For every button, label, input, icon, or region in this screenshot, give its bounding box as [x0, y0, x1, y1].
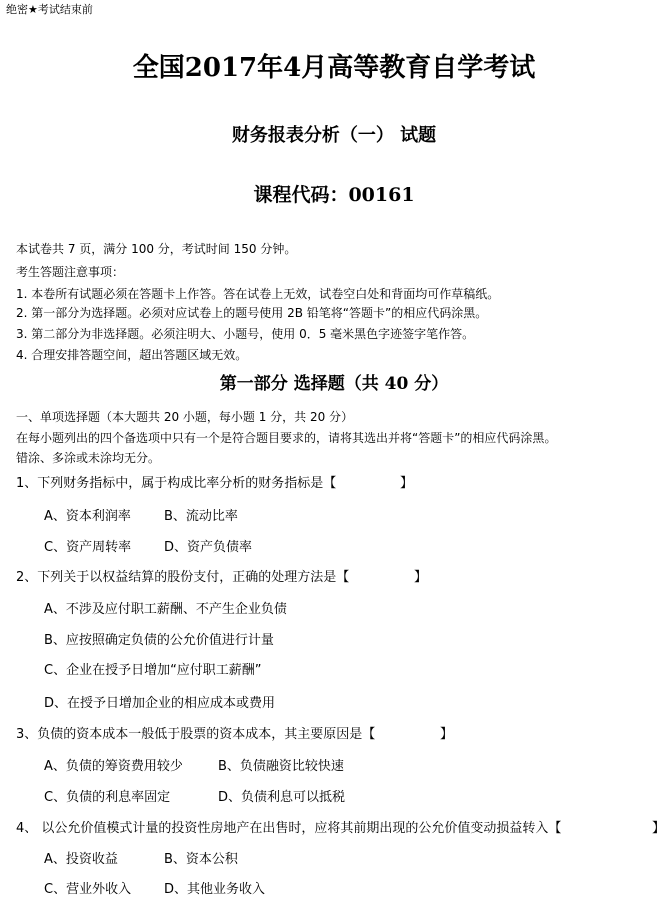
question-1-option-a: A、资本利润率 [44, 509, 131, 524]
question-2-option-c: C、企业在授予日增加“应付职工薪酬” [44, 663, 262, 678]
section-heading: 一、单项选择题（本大题共 20 小题，每小题 1 分，共 20 分） [16, 410, 354, 424]
question-3-bracket: 】 [440, 727, 454, 742]
question-3-option-b: B、负债融资比较快速 [218, 759, 344, 774]
question-2-bracket: 】 [414, 570, 428, 585]
question-3-option-a: A、负债的筹资费用较少 [44, 759, 183, 774]
question-3-stem: 3、负债的资本成本一般低于股票的资本成本，其主要原因是【 [16, 727, 376, 742]
question-3-option-d: D、负债利息可以抵税 [218, 790, 346, 805]
question-1-option-d: D、资产负债率 [164, 540, 253, 555]
exam-intro: 本试卷共 7 页，满分 100 分，考试时间 150 分钟。 [16, 242, 297, 256]
question-2-option-a: A、不涉及应付职工薪酬、不产生企业负债 [44, 602, 287, 617]
exam-subtitle: 财务报表分析（一） 试题 [231, 125, 437, 146]
question-4-stem: 4、 以公允价值模式计量的投资性房地产在出售时，应将其前期出现的公允价值变动损益转入【 [16, 821, 562, 836]
notice-item-1: 1. 本卷所有试题必须在答题卡上作答。答在试卷上无效，试卷空白处和背面均可作草稿纸。 [16, 287, 500, 301]
question-4-bracket: 】 [652, 821, 666, 836]
question-4-option-d: D、其他业务收入 [164, 882, 266, 897]
confidential-label: 绝密★考试结束前 [6, 3, 93, 16]
question-1-option-c: C、资产周转率 [44, 540, 132, 555]
question-2-stem: 2、下列关于以权益结算的股份支付，正确的处理方法是【 [16, 570, 350, 585]
notice-heading: 考生答题注意事项： [16, 265, 125, 279]
section-description-2: 错涂、多涂或未涂均无分。 [16, 451, 161, 465]
question-4-option-a: A、投资收益 [44, 852, 118, 867]
notice-item-2: 2. 第一部分为选择题。必须对应试卷上的题号使用 2B 铅笔将“答题卡”的相应代码涂黑。 [16, 306, 488, 320]
notice-item-3: 3. 第二部分为非选择题。必须注明大、小题号，使用 0．5 毫米黑色字迹签字笔作答。 [16, 327, 475, 341]
notice-item-4: 4. 合理安排答题空间，超出答题区域无效。 [16, 348, 248, 362]
exam-title: 全国2017年4月高等教育自学考试 [132, 53, 536, 83]
question-4-option-b: B、资本公积 [164, 852, 238, 867]
question-3-option-c: C、负债的利息率固定 [44, 790, 171, 805]
question-4-option-c: C、营业外收入 [44, 882, 132, 897]
question-1-option-b: B、流动比率 [164, 509, 238, 524]
question-2-option-d: D、在授予日增加企业的相应成本或费用 [44, 696, 276, 711]
part-one-title: 第一部分 选择题（共 40 分） [219, 374, 449, 394]
question-2-option-b: B、应按照确定负债的公允价值进行计量 [44, 633, 274, 648]
question-1-stem: 1、下列财务指标中，属于构成比率分析的财务指标是【 [16, 476, 337, 491]
section-description: 在每小题列出的四个备选项中只有一个是符合题目要求的，请将其选出并将“答题卡”的相应代码涂黑。 [16, 431, 557, 445]
course-code: 课程代码：00161 [253, 184, 415, 206]
question-1-bracket: 】 [400, 476, 414, 491]
